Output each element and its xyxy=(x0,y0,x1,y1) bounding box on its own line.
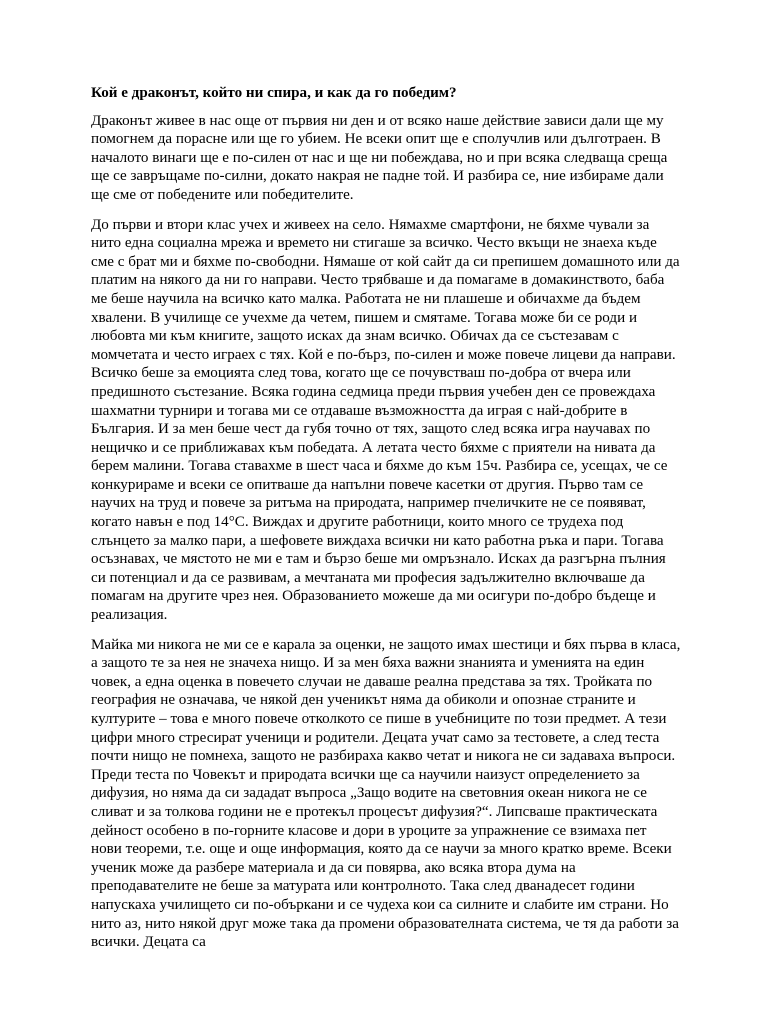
document-title: Кой е драконът, който ни спира, и как да го победим? xyxy=(91,85,457,101)
paragraph-childhood: До първи и втори клас учех и живеех на село. Нямахме смартфони, не бяхме чували за нито една социална мрежа и времето ни стигаше за всичко. Често вкъщи не знаеха къде сме с брат ми и бяхме по-свободни. Нямаше от кой сайт да си препишем домашното или да платим на някого да ни го направи. Често трябваше и да помагаме в домакинството, баба ме беше научила на всичко като малка. Работата не ни плашеше и обичахме да бъдем хвалени. В училище се учехме да четем, пишем и смятаме. Тогава може би се роди и любовта ми към книгите, защото исках да знам всичко. Обичах да се състезавам с момчетата и често играех с тях. Кой е по-бърз, по-силен и може повече лицеви да направи. Всичко беше за емоцията след това, когато ще се почувстваш по-добра от вчера или предишното състезание. Всяка година седмица преди първия учебен ден се провеждаха шахматни турнири и тогава ми се отдаваше възможността да играя с най-добрите в България. И за мен беше чест да губя точно от тях, защото след всяка игра научавах по нещичко и се приближавах към победата. А летата често бяхме с приятели на нивата да берем малини. Тогава ставахме в шест часа и бяхме до към 15ч. Разбира се, усещах, че се конкурираме и всеки се опитваше да напълни повече касетки от другия. Първо там се научих на труд и повече за ритъма на природата, например пчеличките не се появяват, когато навън е под 14°С. Виждах и другите работници, които много се трудеха под слънцето за малко пари, а шефовете виждаха всички ни като работна ръка и пари. Тогава осъзнавах, че мястото не ми е там и бързо беше ми омръзнало. Исках да разгърна пълния си потенциал и да се развивам, а мечтаната ми професия задължително включваше да помагам на другите чрез нея. Образованието можеше да ми осигури по-добро бъдеще и реализация. xyxy=(91,216,680,624)
document-page xyxy=(91,84,681,963)
paragraph-intro: Драконът живее в нас още от първия ни ден и от всяко наше действие зависи дали ще му помогнем да порасне или ще го убием. Не всеки опит ще е сполучлив или дълготраен. В началото винаги ще е по-силен от нас и ще ни побеждава, но и при всяка следваща среща ще се завръщаме по-силни, докато накрая не падне той. И разбира се, ние избираме дали ще сме от победените или победителите. xyxy=(91,112,668,203)
paragraph-school: Майка ми никога не ми се е карала за оценки, не защото имах шестици и бях първа в класа, а защото те за нея не значеха нищо. И за мен бяха важни знанията и уменията на един човек, а една оценка в повечето случаи не даваше реална представа за тях. Тройката по география не означава, че някой ден ученикът няма да обиколи и опознае страните и културите – това е много повече отколкото се пише в учебниците по този предмет. А тези цифри много стресират ученици и родители. Децата учат само за тестовете, а след теста почти нищо не помнеха, защото не разбираха какво четат и никога не си задаваха въпроси. Преди теста по Човекът и природата всички ще са научили наизуст определението за дифузия, но няма да си зададат въпроса „Защо водите на световния океан никога не се сливат и за толкова години не е протекъл процесът дифузия?“. Липсваше практическата дейност особено в по-горните класове и дори в уроците за упражнение се взимаха пет нови теореми, т.е. още и още информация, която да се научи за много кратко време. Всеки ученик може да разбере материала и да си повярва, ако всяка втора дума на преподавателите не беше за матурата или контролното. Така след дванадесет години напускаха училището си по-объркани и се чудеха кои са силните и слабите им страни. Но нито аз, нито някой друг може така да промени образователната система, че тя да работи за всички. Децата са xyxy=(91,636,681,951)
